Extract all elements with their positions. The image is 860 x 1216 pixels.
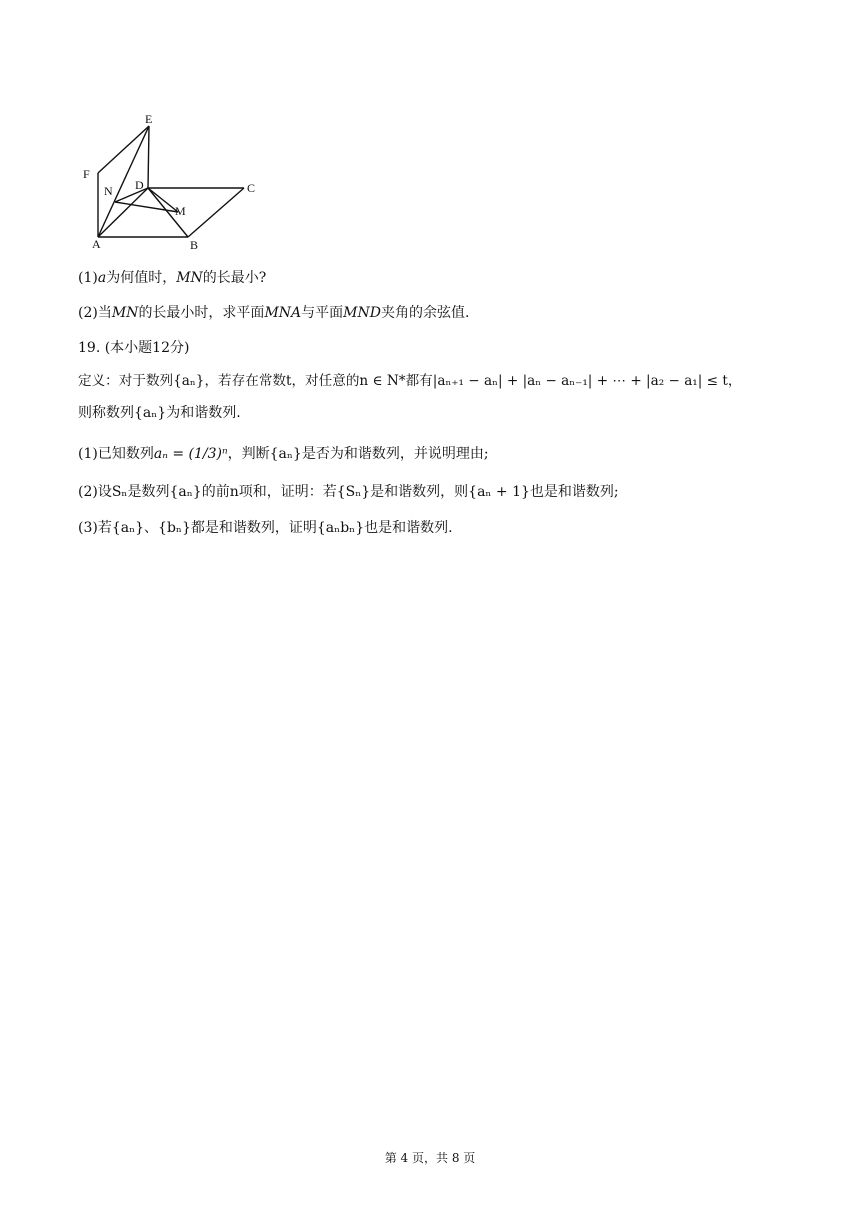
text: 为何值时， (106, 270, 177, 286)
label-N: N (104, 184, 113, 198)
q19-part3: (3)若{aₙ}、{bₙ}都是和谐数列，证明{aₙbₙ}也是和谐数列. (78, 520, 453, 536)
q19-definition-line1: 定义：对于数列{aₙ}，若存在常数t，对任意的n ∈ N*都有|aₙ₊₁ − aₙ| + |aₙ − aₙ₋₁| + ⋯ + |a₂ − a₁| ≤ t， (78, 373, 742, 389)
part-number: (2) (78, 305, 98, 321)
q19-definition-line2: 则称数列{aₙ}为和谐数列. (78, 405, 241, 421)
label-E: E (145, 112, 153, 126)
geometry-figure (78, 108, 268, 256)
text: 已知数列 (97, 446, 154, 462)
text: ，判断{aₙ}是否为和谐数列，并说明理由; (227, 446, 489, 462)
text: 与平面 (301, 305, 344, 321)
page-footer: 第 4 页，共 8 页 (384, 1151, 476, 1165)
label-A: A (92, 237, 101, 251)
part-number: (1) (78, 270, 98, 286)
math-var: MND (343, 305, 381, 321)
text: 当 (97, 305, 112, 321)
part-number: (1) (78, 446, 98, 462)
label-D: D (135, 178, 144, 192)
math-expression: aₙ = (1/3)ⁿ (153, 446, 228, 462)
text: 的长最小? (202, 270, 267, 286)
label-C: C (247, 181, 256, 195)
q19-header: 19. (本小题12分) (78, 340, 190, 356)
label-F: F (83, 167, 90, 181)
text: 夹角的余弦值. (380, 305, 470, 321)
q18-part1 (78, 268, 266, 288)
math-var: MNA (264, 305, 302, 321)
q19-part1 (78, 444, 489, 464)
math-var: MN (111, 305, 139, 321)
math-var: MN (176, 270, 203, 286)
folded-square-diagram (78, 108, 268, 256)
label-M: M (175, 204, 186, 218)
label-B: B (190, 238, 199, 252)
q18-part2 (78, 303, 469, 323)
q19-part2: (2)设Sₙ是数列{aₙ}的前n项和，证明：若{Sₙ}是和谐数列，则{aₙ + 1}也是和谐数列; (78, 484, 619, 500)
text: 的长最小时，求平面 (138, 305, 265, 321)
math-var: a (97, 270, 107, 286)
